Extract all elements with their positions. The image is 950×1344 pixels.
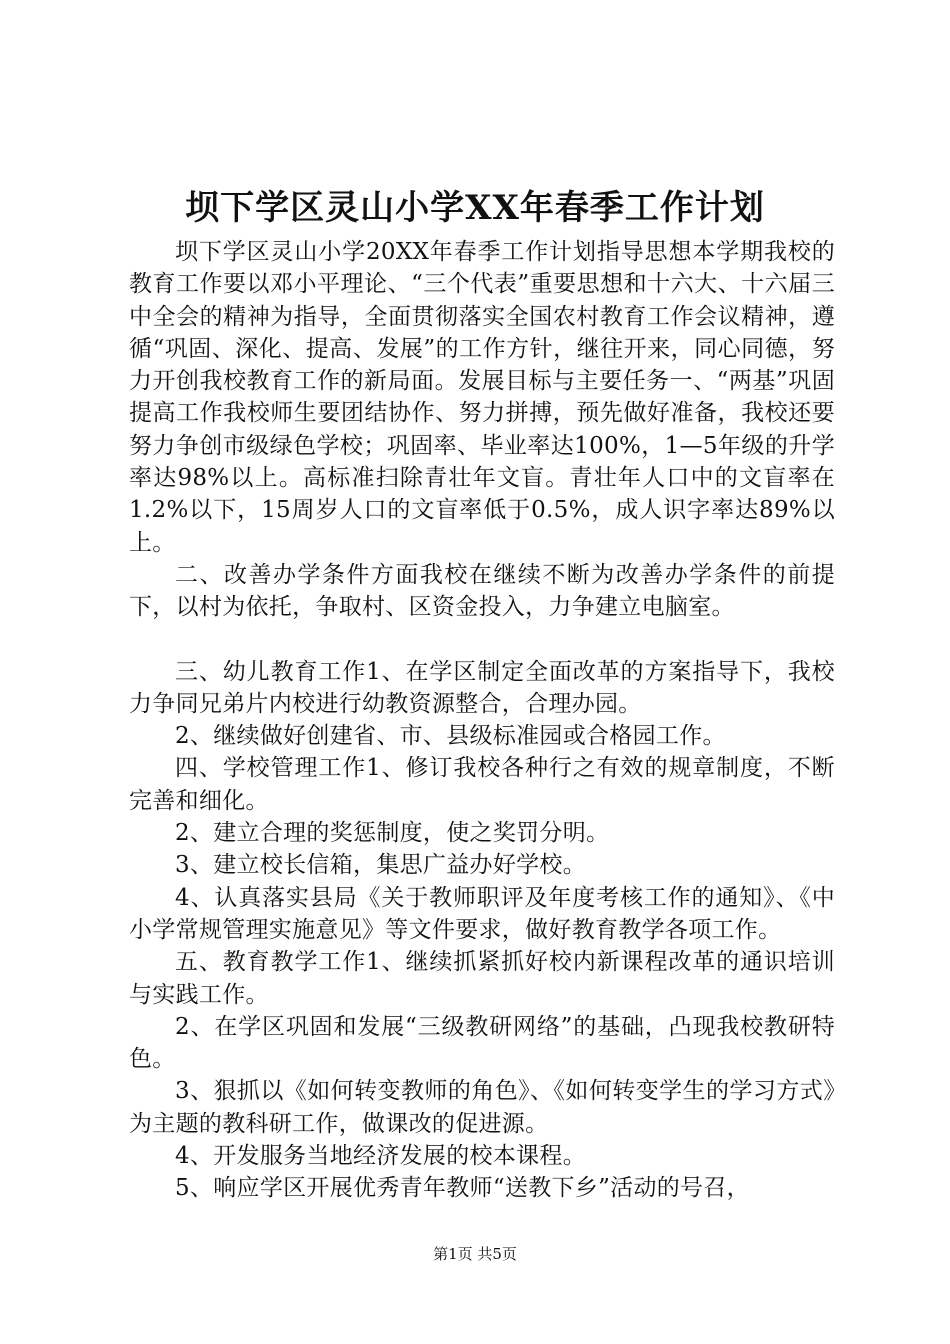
paragraph-teaching-work: 五、教育教学工作1、继续抓紧抓好校内新课程改革的通识培训与实践工作。: [129, 949, 835, 1008]
paragraph-research-themes: 3、狠抓以《如何转变教师的角色》、《如何转变学生的学习方式》为主题的教科研工作，做课改的促进源。: [129, 1078, 835, 1137]
paragraph-school-management: 四、学校管理工作1、修订我校各种行之有效的规章制度，不断完善和细化。: [129, 755, 835, 814]
paragraph-school-conditions: 二、改善办学条件方面我校在继续不断为改善办学条件的前提下，以村为依托，争取村、区资金投入，力争建立电脑室。: [129, 561, 835, 621]
paragraph-guiding-ideas: 坝下学区灵山小学20XX年春季工作计划指导思想本学期我校的教育工作要以邓小平理论、“三个代表”重要思想和十六大、十六届三中全会的精神为指导，全面贯彻落实全国农村教育工作会议精神，遵循“巩固、深化、提高、发展”的工作方针，继往开来，同心同德，努力开创我校教育工作的新局面。发展目标与主要任务一、“两基”巩固提高工作我校师生要团结协作、努力拼搏，预先做好准备，我校还要努力争创市级绿色学校；巩固率、毕业率达100%，1—5年级的升学率达98%以上。高标准扫除青壮年文盲。青壮年人口中的文盲率在1.2%以下，15周岁人口的文盲率低于0.5%，成人识字率达89%以上。: [129, 239, 835, 556]
paragraph-preschool-education: 三、幼儿教育工作1、在学区制定全面改革的方案指导下，我校力争同兄弟片内校进行幼教资源整合，合理办园。: [129, 658, 835, 717]
document-title: 坝下学区灵山小学XX年春季工作计划: [185, 188, 765, 228]
document-body: [129, 236, 835, 1205]
paragraph-send-teaching: 5、响应学区开展优秀青年教师“送教下乡”活动的号召，: [175, 1175, 750, 1202]
paragraph-reward-system: 2、建立合理的奖惩制度，使之奖罚分明。: [175, 820, 610, 847]
paragraph-research-network: 2、在学区巩固和发展“三级教研网络”的基础，凸现我校教研特色。: [129, 1013, 835, 1073]
paragraph-preschool-standard: 2、继续做好创建省、市、县级标准园或合格园工作。: [175, 723, 726, 750]
paragraph-principal-mailbox: 3、建立校长信箱，集思广益办好学校。: [175, 852, 587, 879]
page-number-footer: 第1页 共5页: [433, 1245, 517, 1263]
paragraph-school-curriculum: 4、开发服务当地经济发展的校本课程。: [175, 1143, 587, 1170]
paragraph-county-documents: 4、认真落实县局《关于教师职评及年度考核工作的通知》、《中小学常规管理实施意见》等文件要求，做好教育教学各项工作。: [129, 884, 835, 943]
